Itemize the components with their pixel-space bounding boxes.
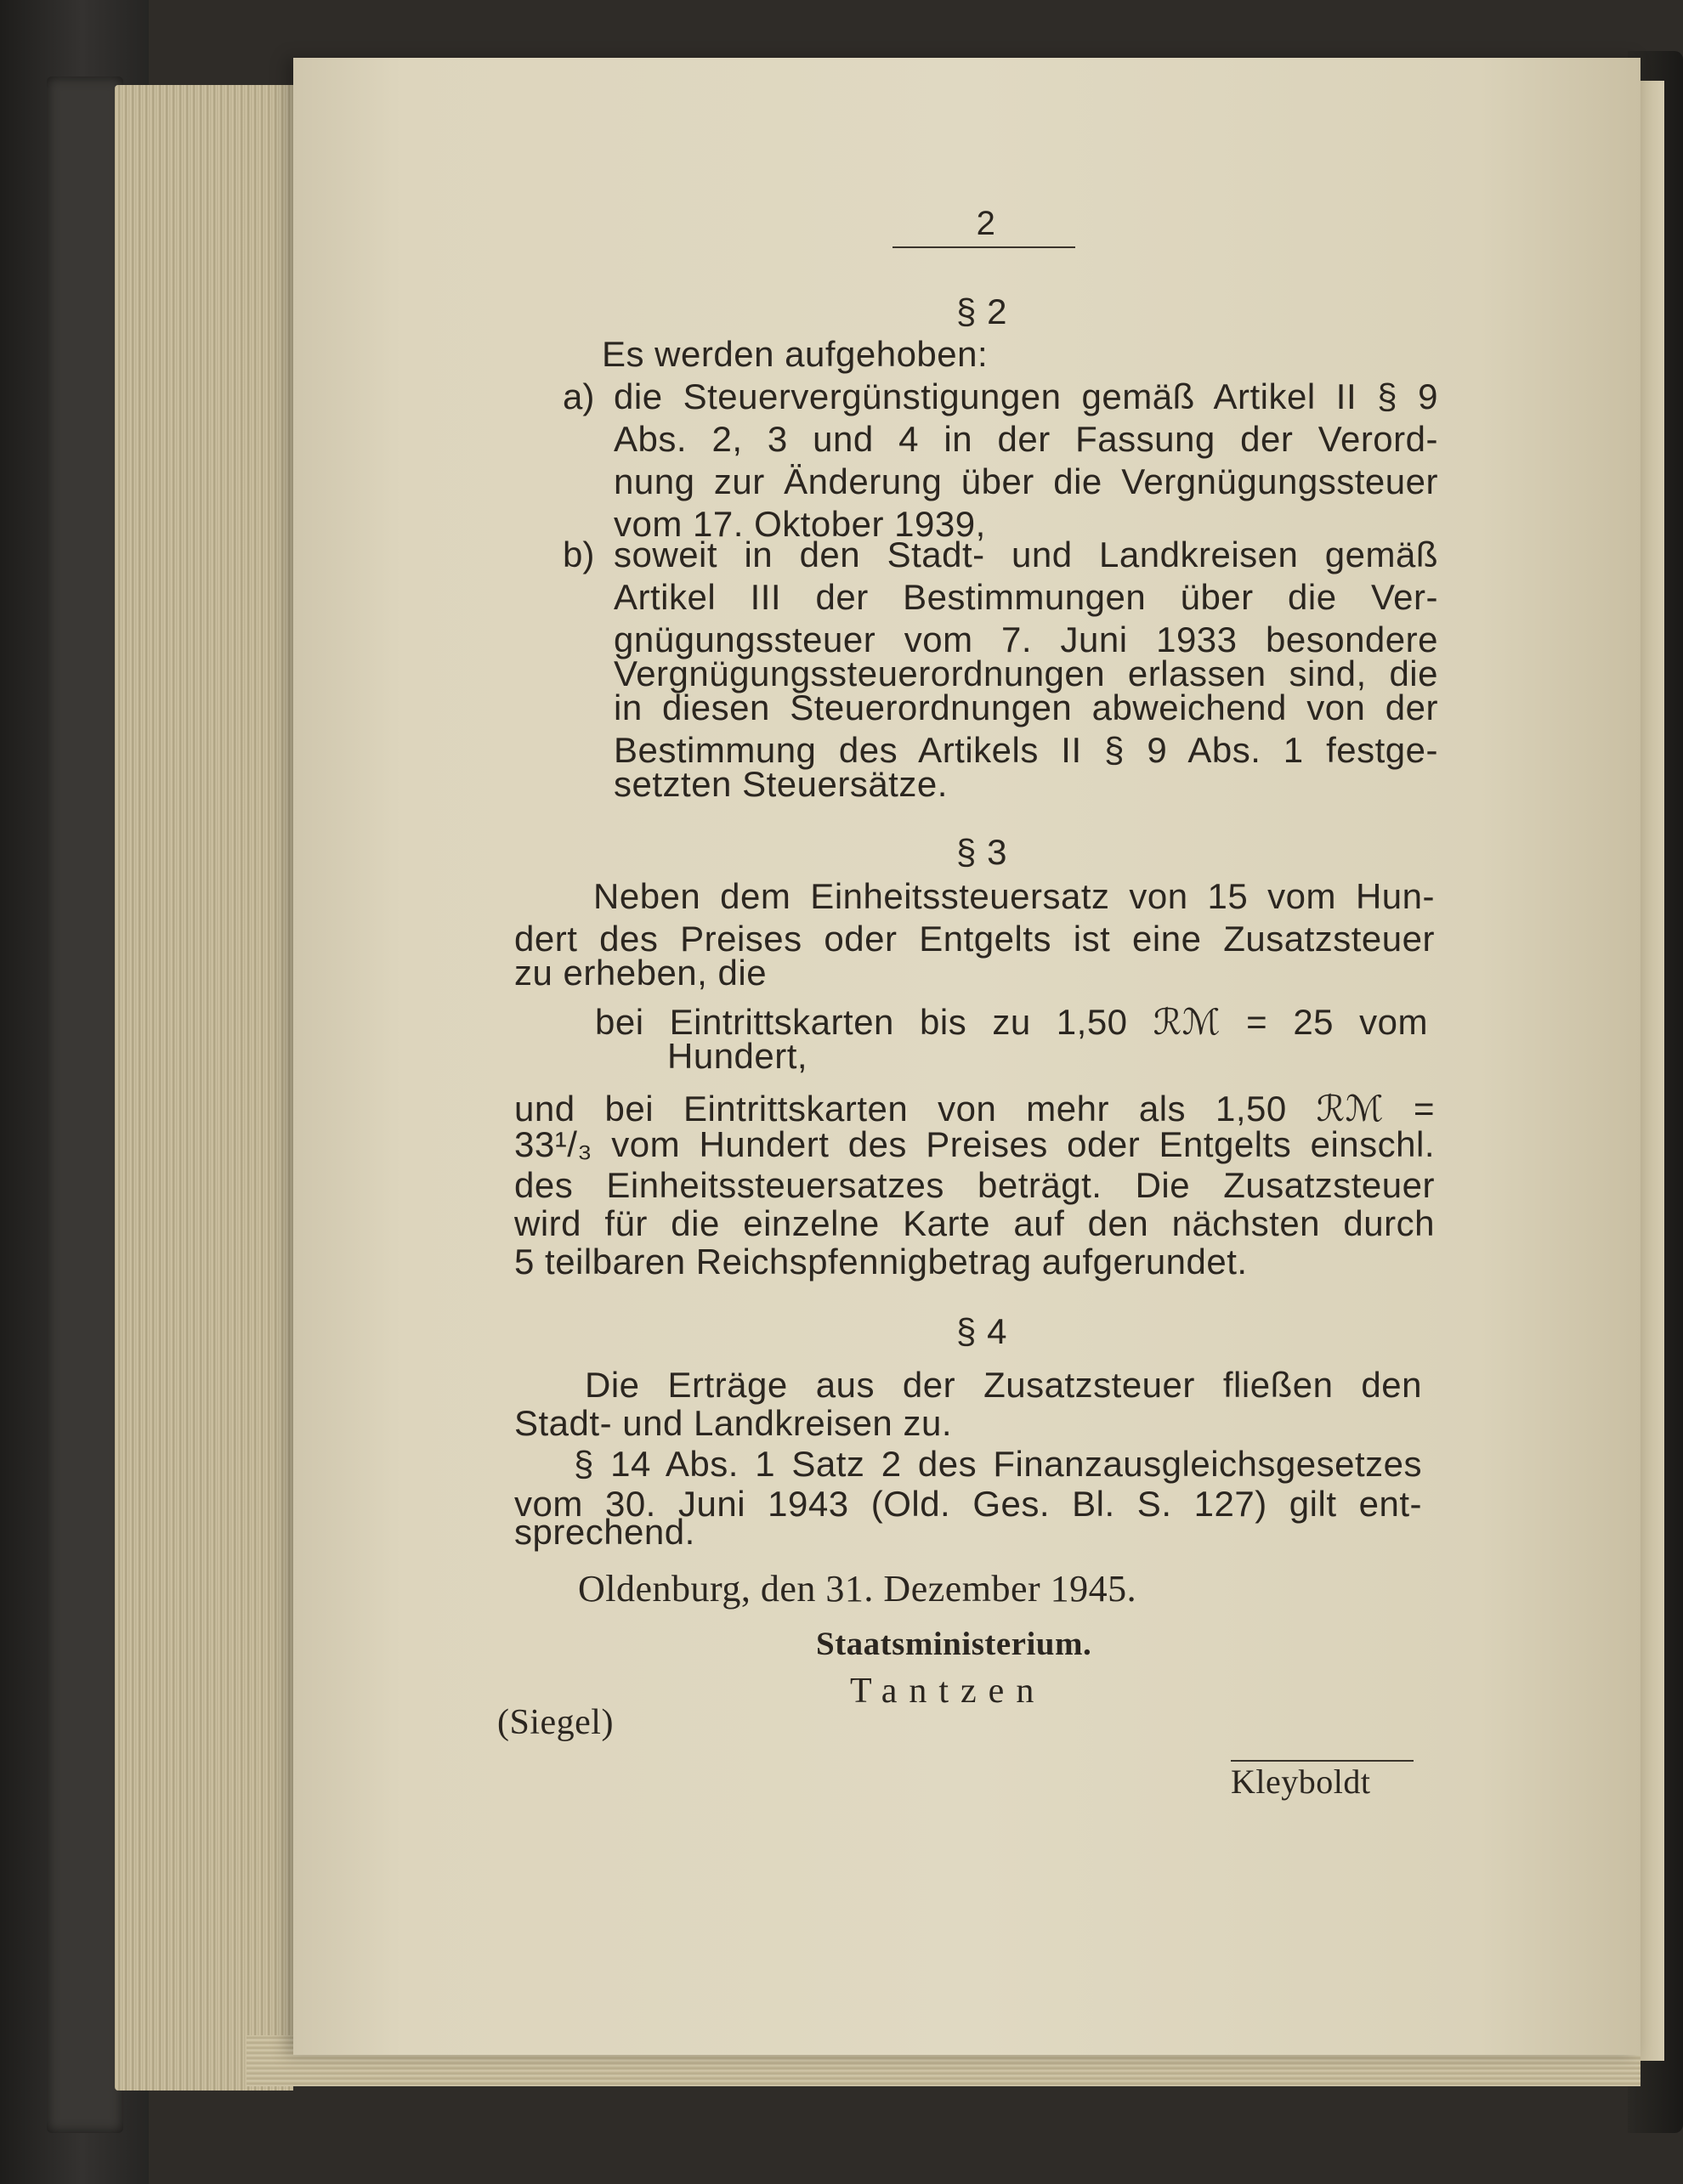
section-2-intro: Es werden aufgehoben:	[602, 334, 989, 374]
item-b-marker: b)	[563, 535, 595, 574]
seal-note: (Siegel)	[497, 1703, 614, 1742]
item-b-line: gnügungssteuer vom 7. Juni 1933 besondere	[614, 620, 1438, 659]
item-a-line: Abs. 2, 3 und 4 in der Fassung der Verord-	[614, 419, 1438, 459]
section-3-indent-line: Hundert,	[667, 1036, 808, 1076]
section-3-line: zu erheben, die	[514, 953, 768, 993]
countersign-name: Kleyboldt	[1231, 1762, 1371, 1801]
item-b-line: Vergnügungssteuerordnungen erlassen sind, die	[614, 654, 1438, 693]
section-4-line: Stadt- und Landkreisen zu.	[514, 1403, 952, 1443]
item-a-line: vom 17. Oktober 1939,	[614, 504, 986, 544]
item-b-line: Bestimmung des Artikels II § 9 Abs. 1 festge-	[614, 730, 1438, 770]
section-3-line: und bei Eintrittskarten von mehr als 1,50 ℛℳ =	[514, 1089, 1435, 1129]
section-4-line: vom 30. Juni 1943 (Old. Ges. Bl. S. 127) gilt ent-	[514, 1484, 1422, 1524]
item-a-line: die Steuervergünstigungen gemäß Artikel II § 9	[614, 376, 1438, 416]
section-3-heading: § 3	[956, 832, 1007, 872]
page-number-rule	[892, 246, 1075, 248]
item-a-line: nung zur Änderung über die Vergnügungssteuer	[614, 461, 1438, 501]
signatory-name: Tantzen	[850, 1672, 1046, 1711]
section-4-heading: § 4	[956, 1311, 1007, 1351]
section-3-line: 5 teilbaren Reichspfennigbetrag aufgerundet.	[514, 1242, 1248, 1282]
page-number: 2	[976, 205, 996, 242]
section-4-line: § 14 Abs. 1 Satz 2 des Finanzausgleichsgesetzes	[574, 1444, 1422, 1484]
item-b-line: Artikel III der Bestimmungen über die Ver-	[614, 577, 1438, 617]
section-3-indent-line: bei Eintrittskarten bis zu 1,50 ℛℳ = 25 vom	[595, 1002, 1428, 1042]
section-4-line: Die Erträge aus der Zusatzsteuer fließen den	[585, 1365, 1422, 1405]
book-spine	[47, 76, 123, 2133]
section-3-line: wird für die einzelne Karte auf den nächsten durch	[514, 1203, 1435, 1243]
section-4-line: sprechend.	[514, 1512, 695, 1552]
section-3-line: Neben dem Einheitssteuersatz von 15 vom Hun-	[593, 876, 1435, 916]
section-3-line: dert des Preises oder Entgelts ist eine Zusatzsteuer	[514, 919, 1435, 959]
item-a-marker: a)	[563, 376, 595, 416]
item-b-line: in diesen Steuerordnungen abweichend von der	[614, 687, 1438, 727]
item-b-line: soweit in den Stadt- und Landkreisen gemäß	[614, 535, 1438, 574]
ministry-name: Staatsministerium.	[816, 1626, 1092, 1662]
section-2-heading: § 2	[956, 291, 1007, 331]
date-line: Oldenburg, den 31. Dezember 1945.	[578, 1568, 1137, 1610]
section-3-line: des Einheitssteuersatzes beträgt. Die Zusatzsteuer	[514, 1165, 1435, 1205]
section-3-line: 33¹/₃ vom Hundert des Preises oder Entgelts einschl.	[514, 1124, 1435, 1164]
page-edges-stack	[115, 85, 293, 2091]
item-b-line: setzten Steuersätze.	[614, 764, 948, 804]
